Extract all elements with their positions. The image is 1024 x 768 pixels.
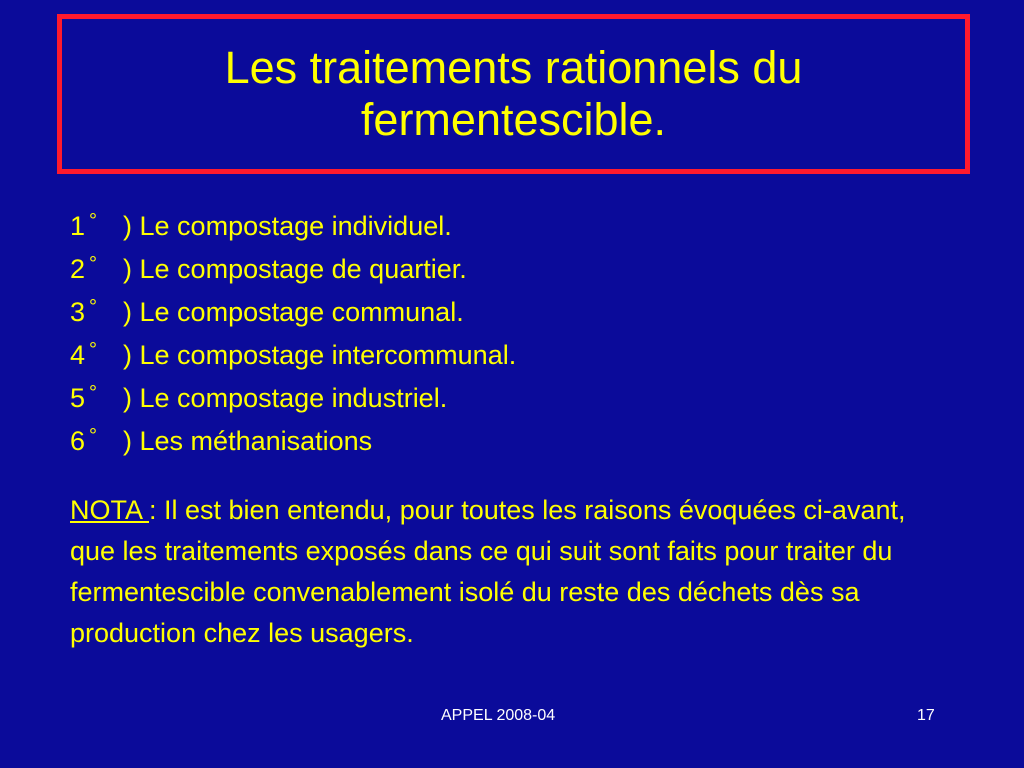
item-text: ) Le compostage de quartier. [123,254,467,284]
footer-label: APPEL 2008-04 [441,707,556,724]
item-number: 3 [70,297,86,327]
item-number: 5 [70,383,86,413]
list-item [70,335,516,378]
list-item [70,378,516,421]
item-number: 4 [70,340,86,370]
item-number: 1 [70,211,86,241]
nota-text: : Il est bien entendu, pour toutes les raisons évoquées ci-avant, que les traitements exposés dans ce qui suit sont faits pour traiter du fermentescible convenablement isolé du reste des déchets dès sa production chez les usagers. [70,495,906,648]
item-number: 6 [70,426,86,456]
degree-sign: ° [89,210,98,232]
page-number: 17 [917,707,935,724]
slide-title-line-1: Les traitements rationnels du [224,42,803,93]
item-number: 2 [70,254,86,284]
nota-label: NOTA [70,495,150,525]
item-text: ) Le compostage industriel. [123,383,448,413]
list-item [70,292,516,335]
degree-sign: ° [89,296,98,318]
degree-sign: ° [89,339,98,361]
item-text: ) Le compostage intercommunal. [123,340,517,370]
compostage-list [70,206,516,464]
item-text: ) Les méthanisations [123,426,373,456]
list-item [70,421,516,464]
item-text: ) Le compostage individuel. [123,211,452,241]
degree-sign: ° [89,425,98,447]
list-item [70,206,516,249]
degree-sign: ° [89,253,98,275]
degree-sign: ° [89,382,98,404]
title-box [57,14,970,174]
list-item [70,249,516,292]
nota-paragraph [70,490,950,654]
slide-title-line-2: fermentescible. [360,94,667,145]
item-text: ) Le compostage communal. [123,297,464,327]
